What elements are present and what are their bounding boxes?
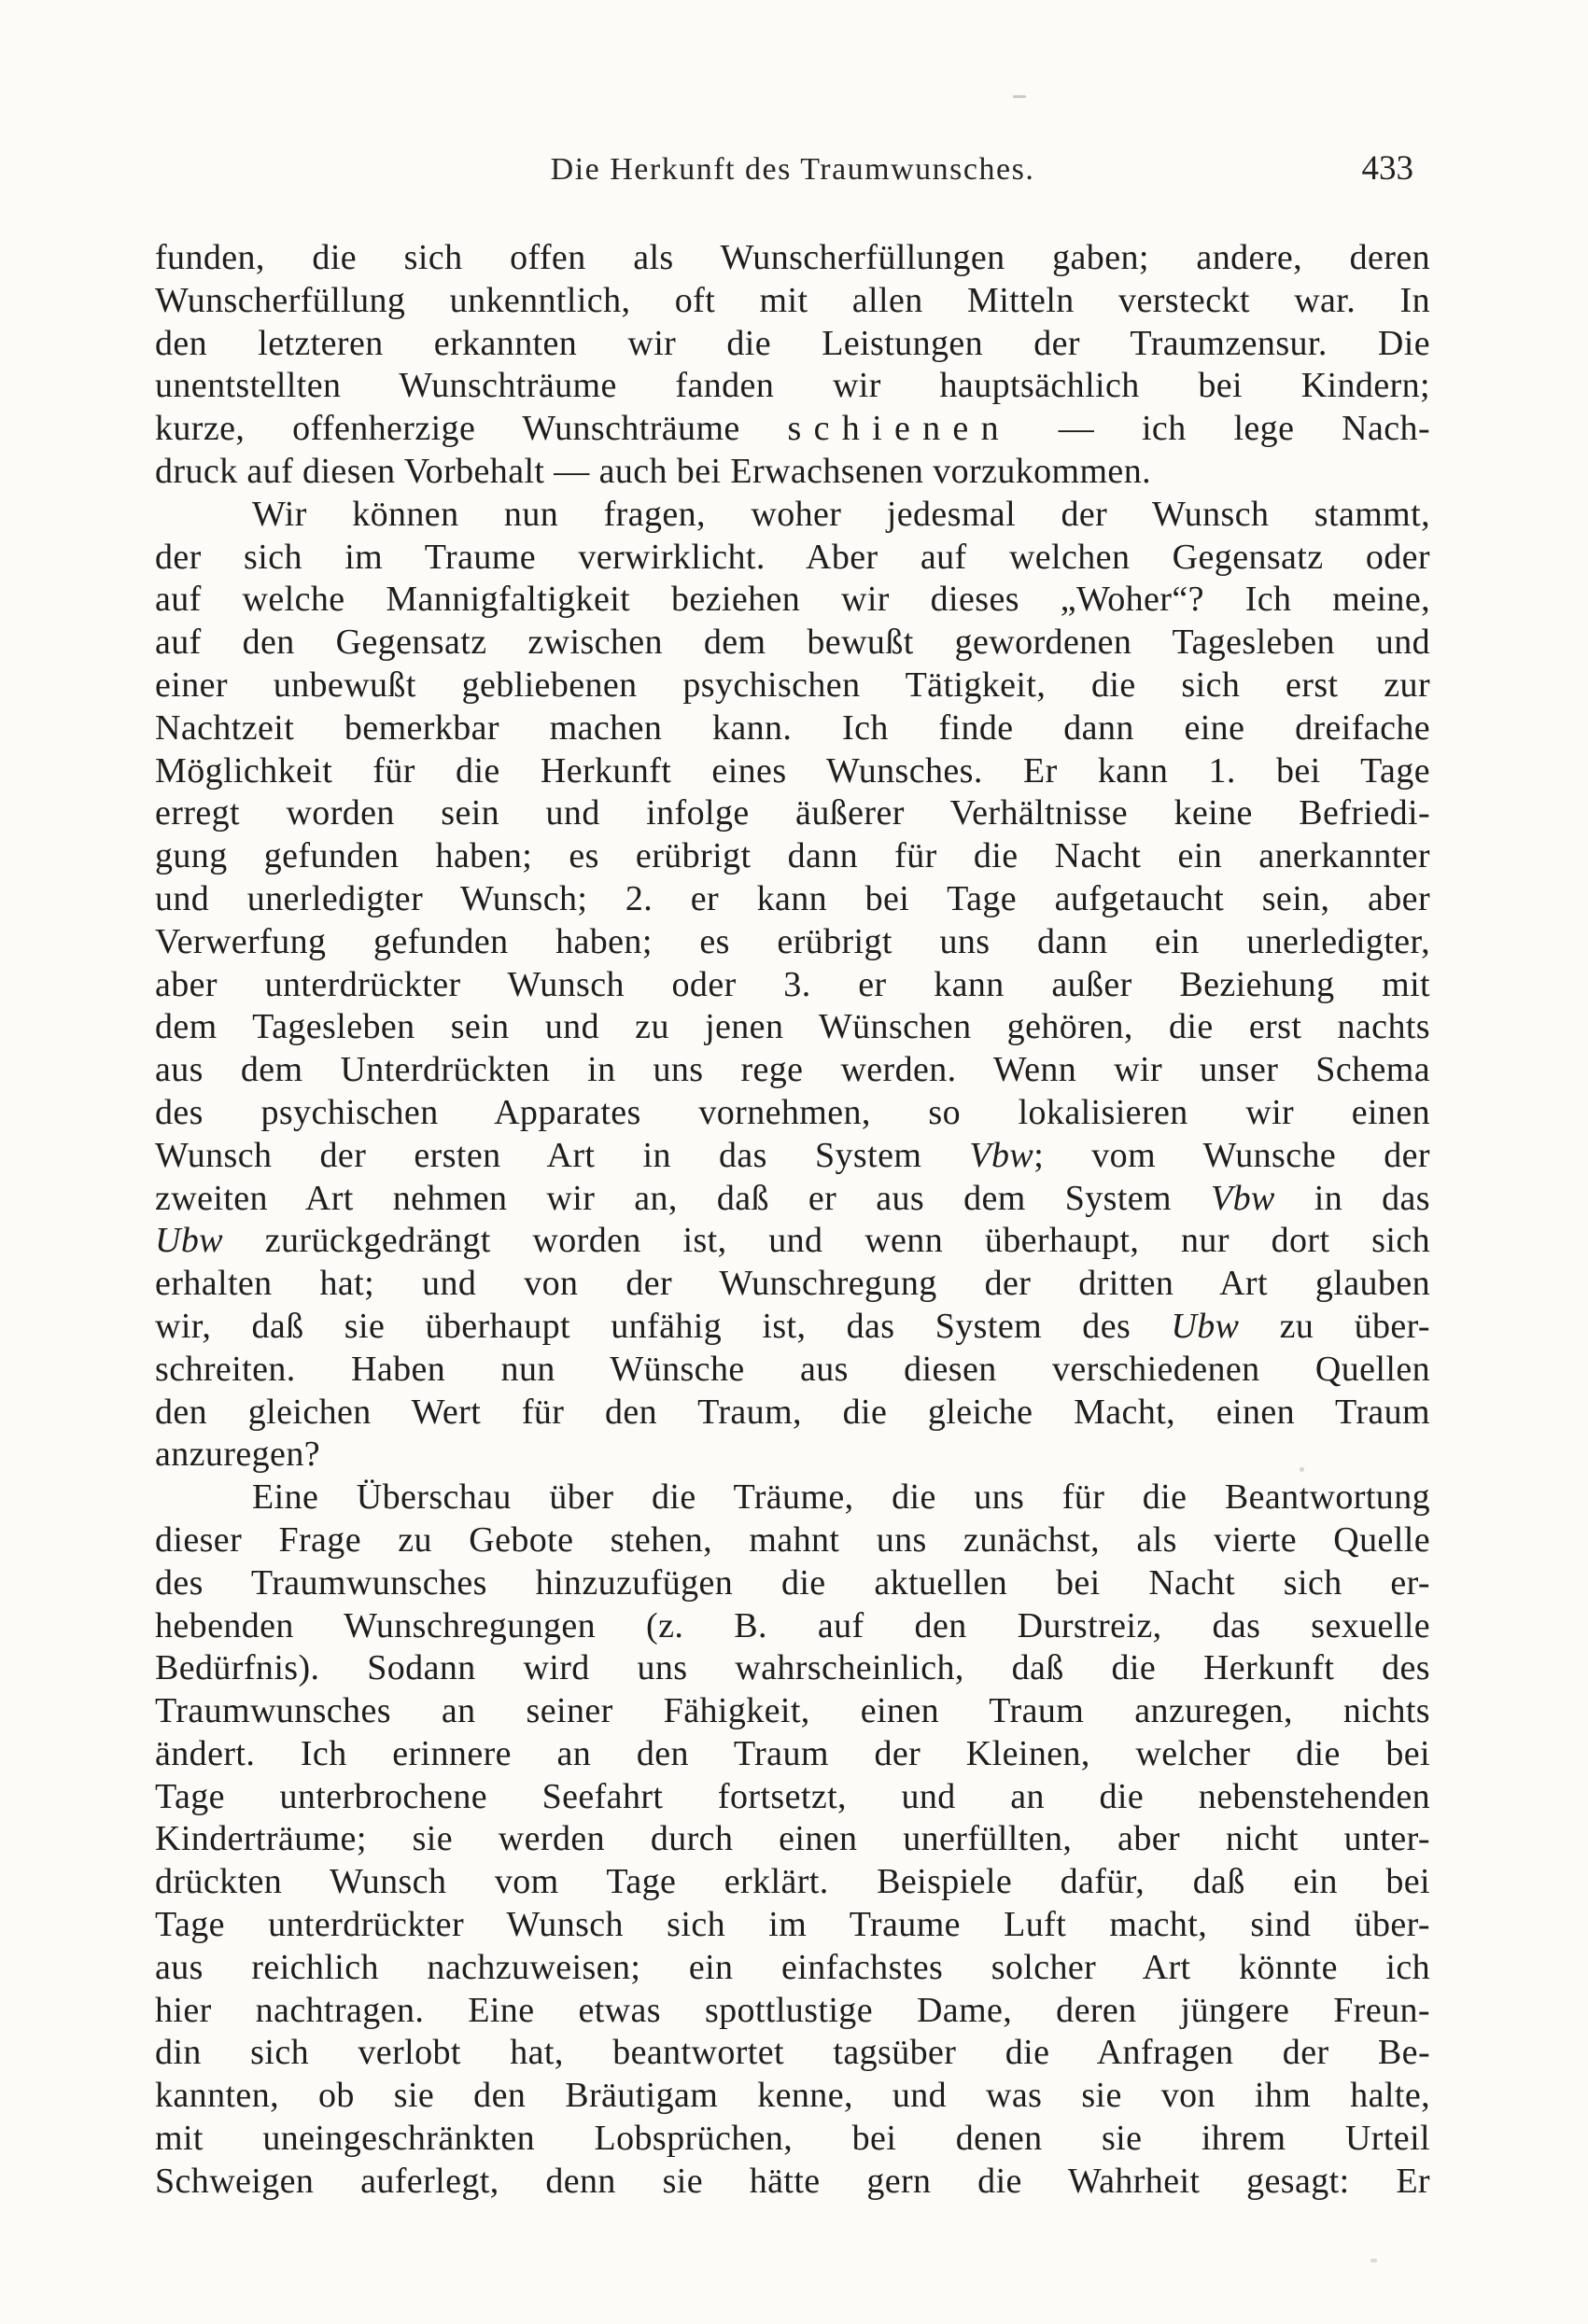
text-line: Tage unterdrückter Wunsch sich im Traume Luft macht, sind über-: [155, 1905, 1430, 1945]
text-block: [155, 237, 1430, 2204]
text-line: Wir können nun fragen, woher jedesmal der Wunsch stammt,: [252, 494, 1430, 534]
text-line: Ubw zurückgedrängt worden ist, und wenn überhaupt, nur dort sich: [155, 1221, 1430, 1261]
text-line: funden, die sich offen als Wunscherfüllungen gaben; andere, deren: [155, 238, 1430, 277]
text-line: des psychischen Apparates vornehmen, so lokalisieren wir einen: [155, 1092, 1430, 1132]
text-line: druck auf diesen Vorbehalt — auch bei Erwachsenen vorzukommen.: [155, 451, 1151, 491]
text-line: den gleichen Wert für den Traum, die gleiche Macht, einen Traum: [155, 1392, 1430, 1432]
text-line: erregt worden sein und infolge äußerer Verhältnisse keine Befriedi-: [155, 793, 1430, 833]
text-line: kannten, ob sie den Bräutigam kenne, und was sie von ihm halte,: [155, 2076, 1430, 2116]
text-line: dieser Frage zu Gebote stehen, mahnt uns zunächst, als vierte Quelle: [155, 1519, 1430, 1560]
text-line: Eine Überschau über die Träume, die uns für die Beantwortung: [252, 1477, 1430, 1518]
spaced-term: schienen: [787, 409, 1011, 449]
text-line: din sich verlobt hat, beantwortet tagsüber die Anfragen der Be-: [155, 2033, 1430, 2073]
page-header: [155, 149, 1430, 199]
text-line: Traumwunsches an seiner Fähigkeit, einen Traum anzuregen, nichts: [155, 1691, 1430, 1731]
text-line: auf welche Mannigfaltigkeit beziehen wir dieses „Woher“? Ich meine,: [155, 580, 1430, 620]
text-line: schreiten. Haben nun Wünsche aus diesen verschiedenen Quellen: [155, 1349, 1430, 1389]
text-line: Nachtzeit bemerkbar machen kann. Ich finde dann eine dreifache: [155, 707, 1430, 748]
text-line: unentstellten Wunschträume fanden wir hauptsächlich bei Kindern;: [155, 366, 1430, 406]
text-line: hebenden Wunschregungen (z. B. auf den Durstreiz, das sexuelle: [155, 1605, 1430, 1645]
text-line: Wunscherfüllung unkenntlich, oft mit allen Mitteln versteckt war. In: [155, 280, 1430, 320]
text-line: aus dem Unterdrückten in uns rege werden. Wenn wir unser Schema: [155, 1050, 1430, 1090]
text-line: aus reichlich nachzuweisen; ein einfachstes solcher Art könnte ich: [155, 1947, 1430, 1987]
text-line: Tage unterbrochene Seefahrt fortsetzt, und an die nebenstehenden: [155, 1776, 1430, 1816]
text-line: des Traumwunsches hinzuzufügen die aktuellen bei Nacht sich er-: [155, 1562, 1430, 1603]
text-line: einer unbewußt gebliebenen psychischen Tätigkeit, die sich erst zur: [155, 665, 1430, 705]
scan-artifact: [1013, 95, 1026, 98]
text-line: gung gefunden haben; es erübrigt dann für die Nacht ein anerkannter: [155, 836, 1430, 876]
text-line: den letzteren erkannten wir die Leistungen der Traumzensur. Die: [155, 323, 1430, 363]
text-line: drückten Wunsch vom Tage erklärt. Beispiele dafür, daß ein bei: [155, 1862, 1430, 1902]
text-line: aber unterdrückter Wunsch oder 3. er kann außer Beziehung mit: [155, 964, 1430, 1004]
text-line: dem Tagesleben sein und zu jenen Wünschen gehören, die erst nachts: [155, 1007, 1430, 1047]
text-line: Bedürfnis). Sodann wird uns wahrscheinlich, daß die Herkunft des: [155, 1648, 1430, 1688]
text-line: Verwerfung gefunden haben; es erübrigt uns dann ein unerledigter,: [155, 921, 1430, 961]
emphasized-term: Vbw: [1211, 1178, 1275, 1218]
text-line: ändert. Ich erinnere an den Traum der Kleinen, welcher die bei: [155, 1733, 1430, 1773]
emphasized-term: Ubw: [155, 1221, 223, 1261]
text-line: Möglichkeit für die Herkunft eines Wunsches. Er kann 1. bei Tage: [155, 750, 1430, 791]
text-line: anzuregen?: [155, 1435, 320, 1475]
page-number: 433: [1361, 149, 1413, 188]
scan-artifact: [1370, 2259, 1377, 2262]
text-line: auf den Gegensatz zwischen dem bewußt gewordenen Tagesleben und: [155, 623, 1430, 663]
text-line: mit uneingeschränkten Lobsprüchen, bei denen sie ihrem Urteil: [155, 2119, 1430, 2159]
text-line: kurze, offenherzige Wunschträume schienen — ich lege Nach-: [155, 409, 1431, 449]
text-line: Wunsch der ersten Art in das System Vbw; vom Wunsche der: [155, 1135, 1430, 1175]
text-line: der sich im Traume verwirklicht. Aber auf welchen Gegensatz oder: [155, 537, 1430, 577]
text-line: Kinderträume; sie werden durch einen unerfüllten, aber nicht unter-: [155, 1819, 1430, 1859]
text-line: zweiten Art nehmen wir an, daß er aus dem System Vbw in das: [155, 1178, 1430, 1218]
emphasized-term: Ubw: [1171, 1306, 1240, 1346]
emphasized-term: Vbw: [969, 1135, 1034, 1175]
text-line: erhalten hat; und von der Wunschregung der dritten Art glauben: [155, 1264, 1430, 1304]
running-title: Die Herkunft des Traumwunsches.: [550, 152, 1035, 187]
scan-artifact: [1300, 1467, 1304, 1472]
text-line: hier nachtragen. Eine etwas spottlustige Dame, deren jüngere Freun-: [155, 1990, 1430, 2030]
text-line: wir, daß sie überhaupt unfähig ist, das System des Ubw zu über-: [155, 1306, 1430, 1346]
text-line: und unerledigter Wunsch; 2. er kann bei Tage aufgetaucht sein, aber: [155, 878, 1430, 918]
text-line: Schweigen auferlegt, denn sie hätte gern die Wahrheit gesagt: Er: [155, 2161, 1430, 2201]
